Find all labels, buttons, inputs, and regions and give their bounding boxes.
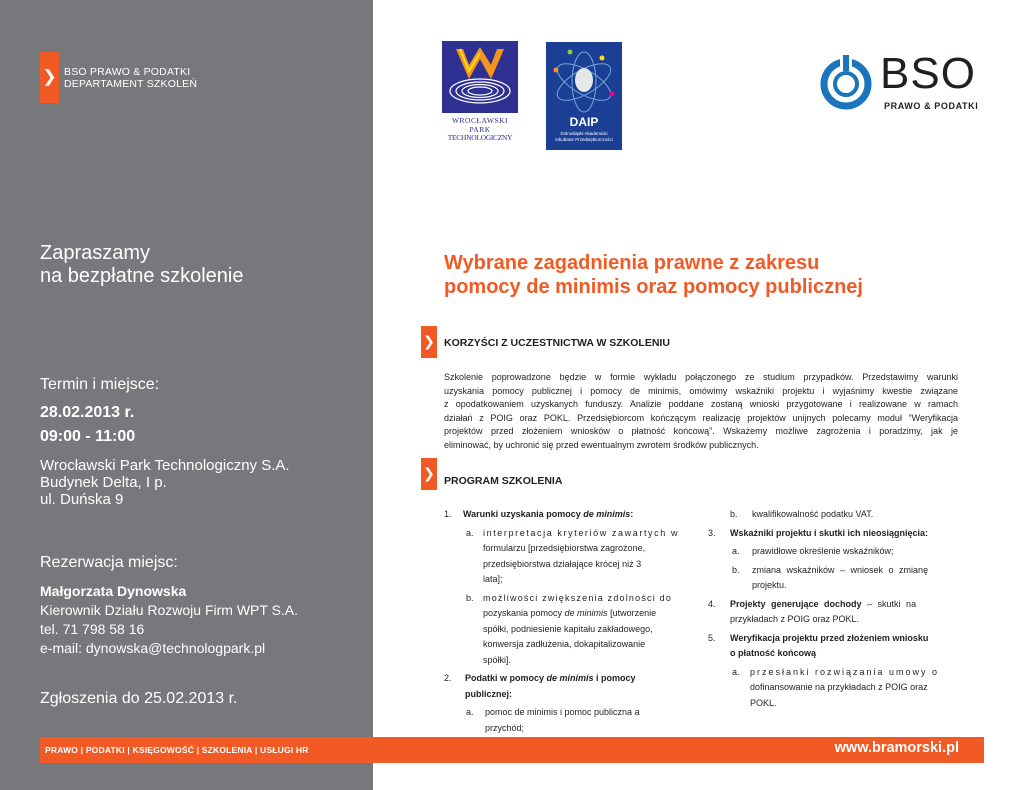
program-subitem-2b: b. kwalifikowalność podatku VAT. <box>730 509 874 519</box>
benefits-heading: KORZYŚCI Z UCZESTNICTWA W SZKOLENIU <box>444 337 670 349</box>
bso-logo-name: BSO <box>880 49 976 98</box>
program-subitem-3b: b. zmiana wskaźników – wniosek o zmianę projektu. <box>732 564 929 590</box>
intro-line: uzyskania pomocy publicznej i pomocy de minimis, omówimy wskaźniki projektu i wyjaśnimy kwestie związane <box>444 385 958 396</box>
event-address <box>40 457 290 508</box>
program-heading: PROGRAM SZKOLENIA <box>444 475 563 487</box>
training-title <box>444 251 863 299</box>
daip-logo <box>546 42 622 150</box>
program-subitem-5a: a. przesłanki rozwiązania umowy o dofinansowanie na przykładach z POIG oraz POKL. <box>732 666 940 708</box>
program-item-3: 3. Wskaźniki projektu i skutki ich nieosiągnięcia: <box>708 527 929 538</box>
footer-bar <box>40 737 984 763</box>
wpt-logo-text-1: WROCŁAWSKI <box>451 116 509 125</box>
intro-line: z opodatkowaniem uzyskanych funduszy. Analizie poddane zostaną wnioski przygotowane i realizowane w ramach <box>444 399 958 409</box>
bso-logo <box>818 49 988 115</box>
contact-email[interactable]: e-mail: dynowska@technologpark.pl <box>40 640 266 656</box>
contact-block <box>40 582 298 658</box>
contact-phone[interactable]: tel. 71 798 58 16 <box>40 621 145 637</box>
intro-line: eliminować, by uchronić się przed ewentualnym zwrotem środków publicznych. <box>444 439 759 450</box>
intro-line: działań z POIG oraz POKL. Przedsiębiorcom kończącym realizację projektów unijnych polecamy moduł ”Weryfikacja <box>444 412 958 423</box>
left-panel <box>0 0 373 790</box>
invitation-line-2: na bezpłatne szkolenie <box>40 265 244 287</box>
bso-logo-sub: PRAWO & PODATKI <box>884 101 979 111</box>
wpt-logo-text-2: PARK <box>469 124 491 134</box>
invitation-line-1: Zapraszamy <box>40 242 151 264</box>
daip-logo-sub-2: Inkubator Przedsiębiorczości <box>555 137 613 142</box>
program-item-1: 1. Warunki uzyskania pomocy de minimis: <box>444 509 634 519</box>
chevron-right-icon: ❯ <box>40 52 59 103</box>
program-column-right <box>708 507 952 711</box>
bso-emblem-icon <box>818 53 874 115</box>
wpt-logo-text-3: TECHNOLOGICZNY <box>447 133 513 142</box>
program-item-5: 5. Weryfikacja projektu przed złożeniem wniosku o płatność końcową <box>708 632 929 658</box>
footer-website-link[interactable]: www.bramorski.pl <box>834 740 959 756</box>
daip-logo-sub-1: Dolnośląski Akademicki <box>560 131 608 136</box>
contact-role: Kierownik Działu Rozwoju Firm WPT S.A. <box>40 602 299 618</box>
program-item-2: 2. Podatki w pomocy de minimis i pomocy publicznej: <box>444 673 636 699</box>
reservation-heading: Rezerwacja miejsc: <box>40 554 178 571</box>
daip-logo-title: DAIP <box>569 115 599 129</box>
address-line-2: Budynek Delta, I p. <box>40 474 167 491</box>
footer-services: PRAWO | PODATKI | KSIĘGOWOŚĆ | SZKOLENIA | USŁUGI HR <box>45 745 309 755</box>
contact-name: Małgorzata Dynowska <box>40 583 187 599</box>
program-item-4: 4. Projekty generujące dochody – skutki na przykładach z POIG oraz POKL. <box>708 598 917 624</box>
event-time: 09:00 - 11:00 <box>40 428 136 445</box>
department-name: BSO PRAWO & PODATKI <box>64 66 191 78</box>
chevron-right-icon: ❯ <box>421 458 437 490</box>
department-unit: DEPARTAMENT SZKOLEŃ <box>64 78 198 90</box>
invitation-heading <box>40 242 243 288</box>
program-subitem-1a: a. interpretacja kryteriów zawartych w formularzu [przedsiębiorstwa zagrożone, przedsiębiorstwa działające krócej niż 3 lata]; <box>466 527 680 584</box>
program-subitem-1b: b. możliwości zwiększenia zdolności do pozyskania pomocy de minimis [utworzenie spółki, podniesienie kapitału zakładowego, konwersja zadłużenia, dokapitalizowanie spółki]. <box>466 592 673 665</box>
date-place-heading: Termin i miejsce: <box>40 376 160 393</box>
program-subitem-3a: a. prawidłowe określenie wskaźników; <box>732 546 894 556</box>
program-column-left <box>444 507 684 736</box>
chevron-right-icon: ❯ <box>421 326 437 358</box>
intro-line: Szkolenie poprowadzone będzie w formie wykładu połączonego ze studium przypadków. Przedstawimy warunki <box>444 372 958 382</box>
registration-deadline: Zgłoszenia do 25.02.2013 r. <box>40 690 238 707</box>
event-date: 28.02.2013 r. <box>40 404 135 421</box>
intro-line: projektów przed złożeniem wniosków o płatność końcową”. Wskażemy możliwe zagrożenia i poradzimy, jak je <box>444 426 958 436</box>
program-subitem-2a: a. pomoc de minimis i pomoc publiczna a przychód; <box>466 707 640 733</box>
address-line-3: ul. Duńska 9 <box>40 491 124 508</box>
address-line-1: Wrocławski Park Technologiczny S.A. <box>40 457 290 474</box>
wroclawski-park-logo <box>442 41 518 149</box>
benefits-description <box>444 371 958 452</box>
title-line-1: Wybrane zagadnienia prawne z zakresu <box>444 252 820 274</box>
title-line-2: pomocy de minimis oraz pomocy publicznej <box>444 276 863 298</box>
